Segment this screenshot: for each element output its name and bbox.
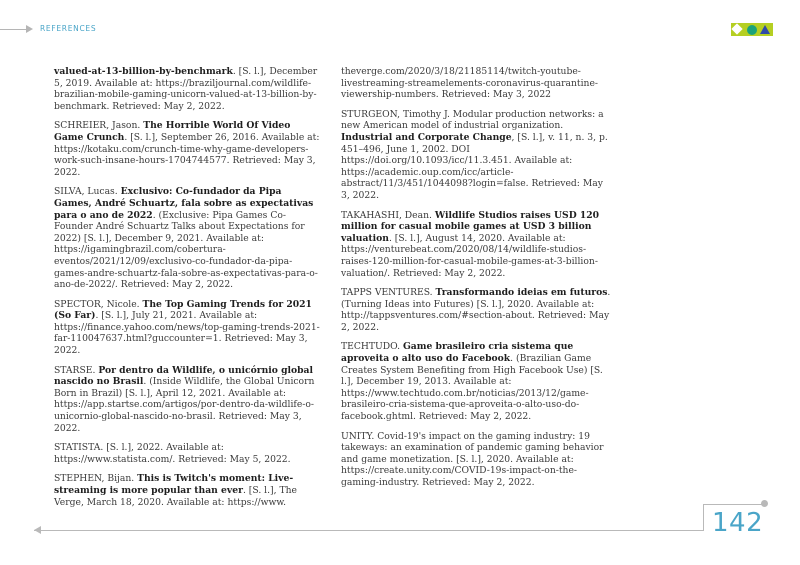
reference-entry — [341, 66, 611, 101]
reference-tail: . [S. l.], The Verge, March 18, 2020. Available at: https://www. — [54, 485, 297, 508]
shapes-logo-icon — [731, 23, 773, 36]
reference-entry — [54, 120, 322, 178]
reference-entry — [54, 66, 322, 112]
reference-lead: STARSE. — [54, 364, 99, 376]
reference-tail: . (Inside Wildlife, the Global Unicorn Born in Brazil) [S. l.], April 12, 2021. Available at: https://app.startse.com/artigos/por-dentro-da-wildlife-o-unicornio-global-nascido-no-brasil. Retrieved: May 3, 2022. — [54, 376, 315, 434]
reference-lead: SCHREIER, Jason. — [54, 120, 144, 132]
dot-icon — [761, 500, 768, 507]
reference-entry — [341, 431, 611, 489]
reference-tail: . [S. l.], August 14, 2020. Available at: https://venturebeat.com/2020/08/14/wildlife-studios-raises-120-million-for-casual-mobile-games-at-3-billion-valuation/. Retrieved: May 2, 2022. — [341, 232, 598, 279]
reference-entry — [54, 442, 322, 465]
page-corner-rule — [703, 504, 763, 505]
references-right-column — [341, 66, 611, 497]
reference-title: The Horrible World Of Video Game Crunch — [54, 120, 291, 143]
page-number: 142 — [712, 508, 764, 538]
reference-entry — [341, 341, 611, 422]
triangle-icon — [760, 25, 770, 34]
reference-tail: . [S. l.], December 5, 2019. Available at: https://braziljournal.com/wildlife-brazilian-mobile-gaming-unicorn-valued-at-13-billion-by-benchmark. Retrieved: May 2, 2022. — [54, 66, 318, 112]
reference-lead: TAPPS VENTURES. — [341, 287, 436, 299]
footer-rule — [34, 530, 704, 531]
reference-lead: UNITY. Covid-19's impact on the gaming industry: 19 takeways: an examination of pandemic gaming behavior and game monetization. [S. l.], 2020. Available at: https://create.unity.com/COVID-19s-impact-on-the-gaming-industry. Retrieved: May 2, 2022. — [341, 430, 604, 488]
reference-tail: . (Exclusive: Pipa Games Co-Founder André Schuartz Talks about Expectations for 2022) [S. l.], December 9, 2021. Available at: https://igamingbrazil.com/cobertura-eventos/2021/12/09/exclusivo-co-fundador-da-pipa-games-andre-schuartz-fala-sobre-as-expectativas-para-o-ano-de-2022/. Retrieved: May 2, 2022. — [54, 209, 318, 291]
reference-lead: TECHTUDO. — [341, 341, 403, 353]
reference-title: Exclusivo: Co-fundador da Pipa Games, André Schuartz, fala sobre as expectativas para o ano de 2022 — [54, 186, 314, 221]
reference-entry — [54, 365, 322, 435]
reference-tail: , [S. l.], v. 11, n. 3, p. 451–496, June 1, 2002. DOI https://doi.org/10.1093/icc/11.3.451. Available at: https://academic.oup.com/icc/article-abstract/11/3/451/1044098?login=false. Retrieved: May 3, 2022. — [341, 131, 608, 201]
reference-lead: STEPHEN, Bijan. — [54, 473, 138, 485]
reference-title: The Top Gaming Trends for 2021 (So Far) — [54, 298, 312, 322]
reference-tail: . (Brazilian Game Creates System Benefiting from High Facebook Use) [S. l.], December 19, 2013. Available at: https://www.techtudo.com.br/noticias/2013/12/game-brasileiro-cria-sistema-que-aproveita-o-alto-uso-do-facebook.ghtml. Retrieved: May 2, 2022. — [341, 353, 603, 423]
reference-entry — [341, 109, 611, 202]
circle-icon — [747, 25, 757, 35]
reference-title: valued-at-13-billion-by-benchmark — [54, 66, 233, 77]
reference-entry — [341, 287, 611, 333]
reference-lead: TAKAHASHI, Dean. — [341, 209, 435, 221]
reference-lead: STURGEON, Timothy J. Modular production networks: a new American model of industrial organization. — [341, 108, 604, 132]
reference-title: Game brasileiro cria sistema que aproveita o alto uso do Facebook — [341, 341, 574, 365]
reference-title: Wildlife Studios raises USD 120 million for casual mobile games at USD 3 billion valuation — [341, 209, 600, 244]
reference-title: This is Twitch's moment: Live-streaming is more popular than ever — [54, 473, 294, 496]
reference-title: Industrial and Corporate Change — [341, 131, 512, 143]
section-label: REFERENCES — [40, 24, 97, 33]
reference-lead: theverge.com/2020/3/18/21185114/twitch-youtube-livestreaming-streamelements-coronavirus-quarantine-viewership-numbers. Retrieved: May 3, 2022 — [341, 66, 598, 101]
diamond-icon — [731, 23, 742, 34]
arrow-right-icon — [26, 25, 33, 33]
reference-lead: STATISTA. [S. l.], 2022. Available at: https://www.statista.com/. Retrieved: May 5, 2022. — [54, 442, 291, 465]
reference-entry — [341, 210, 611, 280]
reference-tail: . (Turning Ideas into Futures) [S. l.], 2020. Available at: http://tappsventures.com/#section-about. Retrieved: May 2, 2022. — [341, 287, 611, 333]
reference-lead: SILVA, Lucas. — [54, 186, 121, 198]
reference-entry — [54, 299, 322, 357]
references-left-column — [54, 66, 322, 516]
reference-title: Por dentro da Wildlife, o unicórnio global nascido no Brasil — [54, 364, 313, 388]
arrow-left-icon — [34, 526, 41, 534]
reference-entry — [54, 473, 322, 508]
page-corner-rule — [703, 504, 704, 531]
header-rule — [0, 29, 26, 30]
reference-entry — [54, 186, 322, 290]
reference-tail: . [S. l.], July 21, 2021. Available at: https://finance.yahoo.com/news/top-gaming-trends-2021-far-110047637.html?guccounter=1. Retrieved: May 3, 2022. — [54, 310, 320, 357]
reference-title: Transformando ideias em futuros — [435, 287, 608, 299]
reference-lead: SPECTOR, Nicole. — [54, 298, 143, 310]
reference-tail: . [S. l.], September 26, 2016. Available at: https://kotaku.com/crunch-time-why-game-developers-work-such-insane-hours-1704744577. Retrieved: May 3, 2022. — [54, 131, 320, 178]
